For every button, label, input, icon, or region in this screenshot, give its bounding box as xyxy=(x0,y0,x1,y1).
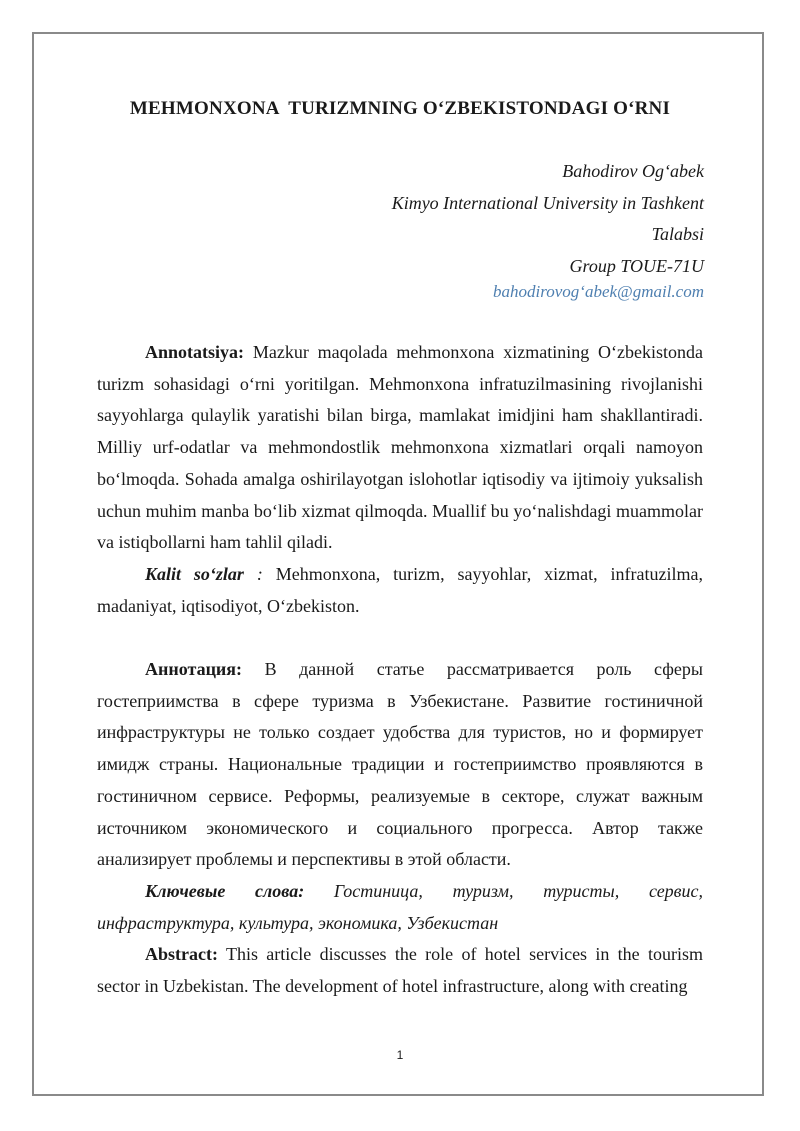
ru-abstract-label: Аннотация: xyxy=(145,659,243,680)
author-name: Bahodirov Og‘abek xyxy=(562,161,704,181)
ru-keywords-label: Ключевые слова: xyxy=(145,880,305,901)
author-group: Group TOUE-71U xyxy=(569,255,704,276)
uz-keywords-label: Kalit so‘zlar xyxy=(145,563,244,584)
ru-keywords-text: Гостиница, туризм, туристы, сервис, инфраструктура, культура, экономика, Узбекистан xyxy=(97,880,703,933)
en-abstract-paragraph xyxy=(97,939,703,1002)
uz-keywords-text: Mehmonxona, turizm, sayyohlar, xizmat, infratuzilma, madaniyat, iqtisodiyot, O‘zbekiston. xyxy=(97,563,703,616)
ru-abstract-paragraph xyxy=(97,654,703,876)
ru-keywords-paragraph xyxy=(97,876,703,939)
uz-abstract-text: Mazkur maqolada mehmonxona xizmatining O‘zbekistonda turizm sohasidagi o‘rni yoritilgan. Mehmonxona infratuzilmasining rivojlanishi sayyohlarga qulaylik yaratishi bilan birga, mamlakat imidjini ham shakllantiradi. Milliy urf-odatlar va mehmondostlik mehmonxona xizmatlari orqali namoyon bo‘lmoqda. Sohada amalga oshirilayotgan islohotlar iqtisodiy va ijtimoiy yuksalish uchun muhim manba bo‘lib xizmat qilmoqda. Muallif bu yo‘nalishdagi muammolar va istiqbollarni ham tahlil qiladi. xyxy=(97,342,703,553)
uz-keywords-paragraph xyxy=(97,559,703,622)
author-block xyxy=(392,156,704,302)
page-number: 1 xyxy=(396,1048,404,1062)
en-abstract-label: Abstract: xyxy=(145,944,218,965)
author-email[interactable]: bahodirovog‘abek@gmail.com xyxy=(493,282,704,301)
en-abstract-text: This article discusses the role of hotel services in the tourism sector in Uzbekistan. The development of hotel infrastructure, along with creating xyxy=(97,944,703,997)
uz-keywords-sep: : xyxy=(243,563,276,584)
author-position: Talabsi xyxy=(651,224,704,244)
uz-abstract-paragraph xyxy=(97,337,703,559)
ru-abstract-text: В данной статье рассматривается роль сферы гостеприимства в сфере туризма в Узбекистане. Развитие гостиничной инфраструктуры не только создает удобства для туристов, но и формирует имидж страны. Национальные традиции и гостеприимство проявляются в гостиничном сервисе. Реформы, реализуемые в секторе, служат важным источником экономического и социального прогресса. Автор также анализирует проблемы и перспективы в этой области. xyxy=(97,659,703,870)
body-text xyxy=(97,337,703,1003)
author-affiliation: Kimyo International University in Tashkent xyxy=(391,192,704,213)
paper-title: MEHMONXONA TURIZMNING O‘ZBEKISTONDAGI O‘RNI xyxy=(129,98,671,119)
uz-abstract-label: Annotatsiya: xyxy=(145,342,245,362)
